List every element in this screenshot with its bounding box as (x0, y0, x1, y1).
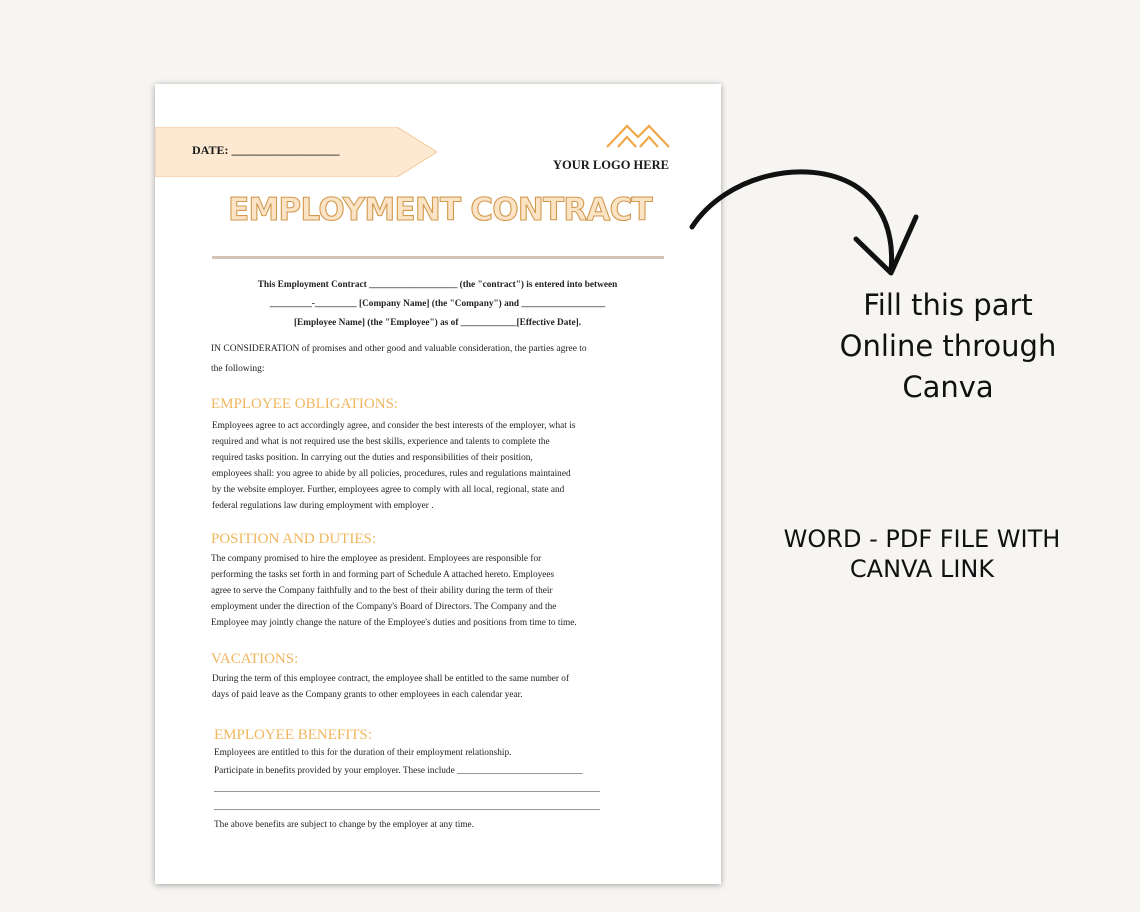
note-line: WORD - PDF FILE WITH (783, 525, 1061, 553)
consideration-line: the following: (211, 364, 265, 374)
body-line: required tasks position. In carrying out the duties and responsibilities of their position, (212, 453, 533, 463)
body-line: During the term of this employee contract, the employee shall be entitled to the same number of (212, 674, 570, 684)
logo-placeholder-text: YOUR LOGO HERE (553, 158, 669, 172)
intro-line: _________-_________ [Company Name] (the "Company") and __________________ (269, 299, 606, 309)
contract-page (155, 84, 721, 884)
blank-line: ___________________________________________________________________________________ (214, 784, 600, 794)
section-body-vacations (212, 671, 569, 703)
body-line: employees shall: you agree to abide by all policies, procedures, rules and regulations maintained (212, 469, 571, 479)
note-line: Online through (839, 329, 1057, 363)
consideration-line: IN CONSIDERATION of promises and other good and valuable consideration, the parties agree to (211, 344, 587, 354)
note-line: Fill this part (863, 288, 1033, 322)
body-line: Employees agree to act accordingly agree, and consider the best interests of the employer, what is (212, 421, 576, 431)
intro-line: This Employment Contract ___________________ (the "contract") is entered into between (257, 280, 618, 290)
body-line: performing the tasks set forth in and forming part of Schedule A attached hereto. Employees (211, 570, 555, 580)
body-line: federal regulations law during employment with employer . (212, 501, 434, 511)
section-heading-vacations: VACATIONS: (211, 651, 299, 667)
section-body-benefits (214, 744, 600, 834)
body-line: required and what is not required use the best skills, experience and talents to complete the (212, 437, 550, 447)
body-line: by the website employer. Further, employees agree to comply with all local, regional, state and (212, 485, 565, 495)
blank-line: ___________________________________________________________________________________ (214, 802, 600, 812)
body-line: Participate in benefits provided by your employer. These include ___________________________ (214, 766, 583, 776)
body-line: The above benefits are subject to change by the employer at any time. (214, 820, 474, 830)
fill-online-note (808, 285, 1088, 408)
body-line: The company promised to hire the employee as president. Employees are responsible for (211, 554, 542, 564)
intro-line: [Employee Name] (the "Employee") as of ____________[Effective Date]. (293, 318, 582, 328)
section-heading-obligations: EMPLOYEE OBLIGATIONS: (211, 396, 399, 412)
curved-arrow-icon (686, 163, 926, 288)
note-line: Canva (902, 370, 994, 404)
section-heading-benefits: EMPLOYEE BENEFITS: (214, 727, 372, 743)
body-line: Employees are entitled to this for the duration of their employment relationship. (214, 748, 512, 758)
title-divider (212, 256, 664, 259)
section-body-obligations (212, 418, 575, 514)
date-banner (155, 127, 437, 177)
body-line: days of paid leave as the Company grants to other employees in each calendar year. (212, 690, 523, 700)
intro-paragraph (211, 276, 664, 333)
body-line: employment under the direction of the Company's Board of Directors. The Company and the (211, 602, 557, 612)
date-field: DATE: __________________ (192, 143, 340, 157)
consideration-paragraph (211, 339, 667, 379)
file-format-note (752, 524, 1092, 584)
section-heading-position: POSITION AND DUTIES: (211, 531, 376, 547)
section-body-position (211, 551, 577, 631)
body-line: agree to serve the Company faithfully and to the best of their ability during the term of their (211, 586, 553, 596)
document-title: EMPLOYMENT CONTRACT (228, 192, 652, 228)
body-line: Employee may jointly change the nature of the Employee's duties and positions from time to time. (211, 618, 577, 628)
note-line: CANVA LINK (849, 555, 995, 583)
mountain-logo-icon (605, 120, 671, 150)
